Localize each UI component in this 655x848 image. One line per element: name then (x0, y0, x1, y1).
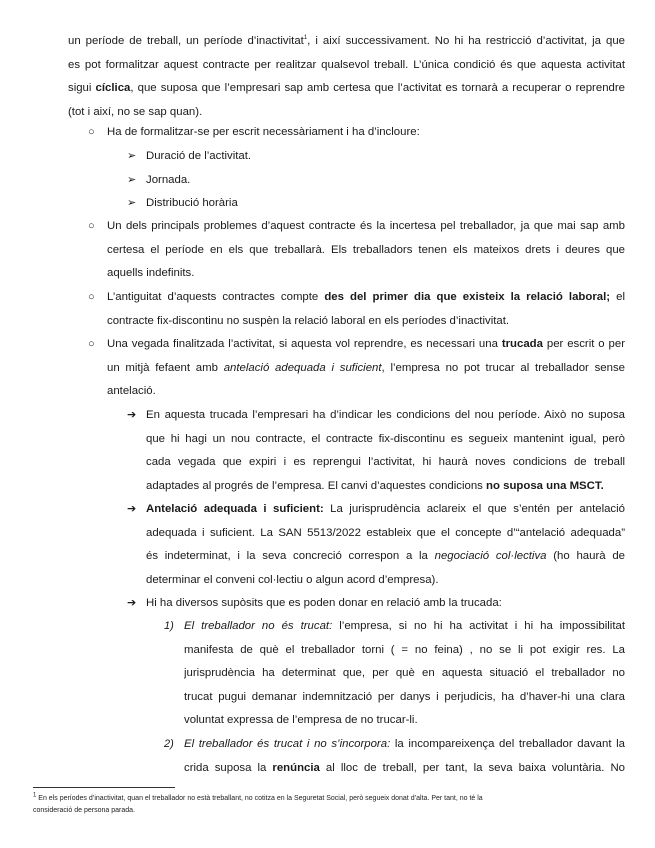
circle-bullet-icon: ○ (88, 220, 95, 232)
case-number: 1) (164, 620, 174, 632)
circle-bullet-icon: ○ (88, 338, 95, 350)
text-run: un mitjà fefaent amb (107, 361, 224, 374)
footnote-separator (33, 787, 175, 788)
sub-item (146, 169, 625, 193)
text-line: (tot i així, no se sap quan). (68, 105, 203, 118)
bold-text: renúncia (272, 761, 320, 774)
footnote-ref[interactable]: 1 (303, 35, 308, 42)
bold-term-ciclica: cíclica (95, 82, 131, 95)
text-line: un període de treball, un període d’inactivitat (68, 35, 304, 47)
arrowhead-bullet-icon: ➢ (127, 174, 137, 186)
text-run: al lloc de treball, per tant, la seva baixa voluntària. No (319, 761, 625, 774)
text-run: és indeterminat, i la seva concreció correspon a la (146, 550, 435, 563)
text-line: Distribució horària (146, 197, 238, 209)
text-line: determinar el conveni col·lectiu o algun acord d’empresa). (146, 573, 439, 586)
italic-text: El treballador és trucat i no s’incorpora: (184, 738, 391, 750)
text-run: (ho haurà de (546, 550, 625, 563)
text-line: es pot formalitzar aquest contracte per realitzar qualsevol treball. L’única condició és que aquesta activitat (68, 58, 625, 71)
sub-item (146, 192, 625, 216)
text-run: crida suposa la (184, 761, 273, 774)
text-line: cada vegada que expiri i es reprengui l’activitat, hi haurà noves condicions de treball (146, 456, 625, 469)
text-run: L’antiguitat d’aquests contractes compte (107, 291, 325, 303)
italic-text: negociació col·lectiva (434, 550, 547, 563)
text-run: adaptades al progrés de l’empresa. El canvi d’aquestes condicions (146, 479, 487, 492)
bold-text: des del primer dia que existeix la relació laboral; (324, 291, 611, 303)
case-called-not-joined (184, 733, 625, 780)
text-line: voluntat expressa de l’empresa de no trucar-li. (184, 714, 418, 727)
text-run: , que suposa que l’empresari sap amb certesa que l’activitat es tornarà a recuperar o reprendre (130, 82, 625, 95)
sub-item (146, 145, 625, 169)
text-run: el (610, 291, 625, 303)
text-run: sigui (68, 82, 96, 95)
arrow-bullet-icon: ➔ (127, 409, 137, 421)
list-item-formalize (107, 121, 625, 145)
text-run: La jurisprudència aclareix el que s’entén per antelació (323, 503, 625, 515)
footnote (33, 793, 625, 817)
bold-text: no suposa una MSCT. (486, 479, 604, 492)
text-line: aquells indefinits. (107, 267, 195, 280)
text-run: per escrit o per (542, 338, 625, 350)
text-run: Una vegada finalitzada l’activitat, si aquesta vol reprendre, es necessari una (107, 338, 502, 350)
text-line: adequada i suficient. La SAN 5513/2022 estableix que el concepte d’“antelació adequada” (146, 526, 625, 539)
text-run: l’empresa, si no hi ha activitat i hi ha impossibilitat (332, 620, 625, 632)
text-line: Duració de l’activitat. (146, 150, 252, 162)
bold-text: Antelació adequada i suficient: (146, 503, 324, 515)
arrowhead-bullet-icon: ➢ (127, 150, 137, 162)
text-line: Ha de formalitzar-se per escrit necessàriament i ha d’incloure: (107, 126, 420, 138)
text-line: trucat pugui demanar indemnització per danys i perjudicis, ha d’haver-hi una clara (184, 690, 625, 703)
arrow-bullet-icon: ➔ (127, 503, 137, 515)
italic-text: El treballador no és trucat: (184, 620, 333, 632)
list-item-seniority (107, 286, 625, 333)
bold-text: trucada (501, 338, 543, 350)
text-line: , i així successivament. No hi ha restricció d’activitat, ja que (307, 35, 625, 47)
text-run: la incompareixença del treballador davant la (390, 738, 625, 750)
circle-bullet-icon: ○ (88, 126, 95, 138)
text-line: manifesta de què el treballador torni ( = no feina) , no se li pot exigir res. La (184, 643, 625, 656)
paragraph-intro (68, 30, 625, 124)
text-line: certesa el període en els que treballarà. Els treballadors tenen els mateixos drets i deures que (107, 243, 625, 256)
text-line: que hi hagi un nou contracte, el contracte fix-discontinu es segueix mantenint igual, però (146, 432, 625, 445)
text-line: antelació. (107, 385, 156, 398)
arrow-item-cases (146, 592, 625, 616)
text-line: contracte fix-discontinu no suspèn la relació laboral en els períodes d’inactivitat. (107, 314, 510, 327)
text-line: Hi ha diversos supòsits que es poden donar en relació amb la trucada: (146, 597, 502, 609)
case-number: 2) (164, 738, 174, 750)
text-line: consideració de persona parada. (33, 807, 135, 814)
arrow-bullet-icon: ➔ (127, 597, 137, 609)
text-line: jurisprudència ha determinat que, per què en aquesta situació el treballador no (184, 667, 625, 680)
list-item-call (107, 333, 625, 404)
arrow-item-conditions (146, 404, 625, 498)
arrowhead-bullet-icon: ➢ (127, 197, 137, 209)
italic-text: antelació adequada i suficient (223, 361, 382, 374)
text-line: Un dels principals problemes d’aquest contracte és la incertesa pel treballador, ja que mai sap amb (107, 220, 625, 232)
circle-bullet-icon: ○ (88, 291, 95, 303)
list-item-uncertainty (107, 215, 625, 286)
text-run: , l’empresa no pot trucar al treballador sense (381, 361, 625, 374)
footnote-number: 1 (33, 792, 37, 799)
case-not-called (184, 615, 625, 733)
text-run: En els períodes d’inactivitat, quan el treballador no està treballant, no cotitza en la Seguretat Social, però segueix donat d’alta. Per tant, no té la (36, 795, 483, 802)
text-line: Jornada. (146, 174, 191, 186)
text-line: En aquesta trucada l’empresari ha d’indicar les condicions del nou període. Això no suposa (146, 409, 625, 421)
arrow-item-notice (146, 498, 625, 592)
